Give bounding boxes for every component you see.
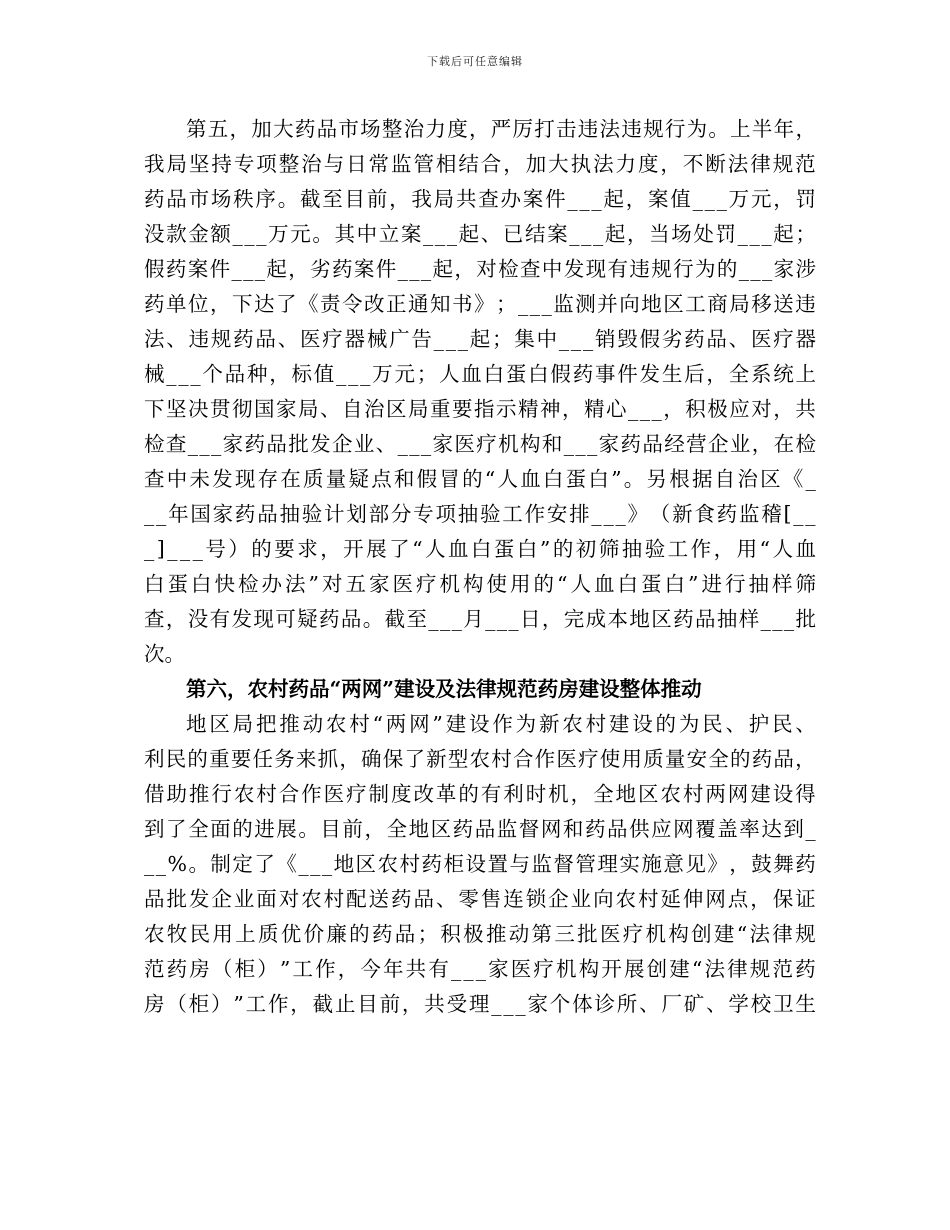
text-line: _ _ 年 国 家 药 品 抽 验 计 划 部 分 专 项 抽 验 工 作 安 排 _ _ _ 》 （ 新 食 药 监 稽 [ _ _ <box>144 502 816 526</box>
document-body <box>144 112 816 1022</box>
text-line: 检 查 _ _ _ 家 药 品 批 发 企 业 、 _ _ _ 家 医 疗 机 构 和 _ _ _ 家 药 品 经 营 企 业 ， 在 检 <box>144 432 816 456</box>
text-line: 品 批 发 企 业 面 对 农 村 配 送 药 品 、 零 售 连 锁 企 业 向 农 村 延 伸 网 点 ， 保 证 <box>144 887 816 911</box>
text-line: 农 牧 民 用 上 质 优 价 廉 的 药 品 ； 积 极 推 动 第 三 批 医 疗 机 构 创 建 “ 法 律 规 <box>144 922 816 946</box>
text-line: 查 ， 没 有 发 现 可 疑 药 品 。 截 至 _ _ _ 月 _ _ _ 日 ， 完 成 本 地 区 药 品 抽 样 _ _ _ 批 <box>144 607 816 631</box>
text-line: 我 局 坚 持 专 项 整 治 与 日 常 监 管 相 结 合 ， 加 大 执 法 力 度 ， 不 断 法 律 规 范 <box>144 152 816 176</box>
page-header: 下载后可任意编辑 <box>427 55 523 68</box>
text-line: 法 、 违 规 药 品 、 医 疗 器 械 广 告 _ _ _ 起 ； 集 中 _ _ _ 销 毁 假 劣 药 品 、 医 疗 器 <box>144 327 816 351</box>
text-line: _ ] _ _ _ 号 ） 的 要 求 ， 开 展 了 “ 人 血 白 蛋 白 ” 的 初 筛 抽 验 工 作 ， 用 “ 人 血 <box>144 537 816 561</box>
text-line: 到 了 全 面 的 进 展 。 目 前 ， 全 地 区 药 品 监 督 网 和 药 品 供 应 网 覆 盖 率 达 到 _ <box>144 817 816 841</box>
paragraph-6 <box>144 707 816 1022</box>
text-line: 下 坚 决 贯 彻 国 家 局 、 自 治 区 局 重 要 指 示 精 神 ， 精 心 _ _ _ ， 积 极 应 对 ， 共 <box>144 397 816 421</box>
paragraph-5 <box>144 112 816 672</box>
text-line: 第 五 ， 加 大 药 品 市 场 整 治 力 度 ， 严 厉 打 击 违 法 违 规 行 为 。 上 半 年 ， <box>186 117 816 141</box>
section-heading-6: 第六，农村药品“两网”建设及法律规范药房建设整体推动 <box>186 677 702 701</box>
text-line: 白 蛋 白 快 检 办 法 ” 对 五 家 医 疗 机 构 使 用 的 “ 人 血 白 蛋 白 ” 进 行 抽 样 筛 <box>144 572 816 596</box>
text-line: 药 品 市 场 秩 序 。 截 至 目 前 ， 我 局 共 查 办 案 件 _ _ _ 起 ， 案 值 _ _ _ 万 元 ， 罚 <box>144 187 816 211</box>
text-line: 借 助 推 行 农 村 合 作 医 疗 制 度 改 革 的 有 利 时 机 ， 全 地 区 农 村 两 网 建 设 得 <box>144 782 816 806</box>
text-line: 没 款 金 额 _ _ _ 万 元 。 其 中 立 案 _ _ _ 起 、 已 结 案 _ _ _ 起 ， 当 场 处 罚 _ _ _ 起 ； <box>144 222 816 246</box>
text-line: 房 （ 柜 ） ” 工 作 ， 截 止 目 前 ， 共 受 理 _ _ _ 家 个 体 诊 所 、 厂 矿 、 学 校 卫 生 <box>144 992 816 1016</box>
text-line: 药 单 位 ， 下 达 了 《 责 令 改 正 通 知 书 》 ； _ _ _ 监 测 并 向 地 区 工 商 局 移 送 违 <box>144 292 816 316</box>
text-line: 地 区 局 把 推 动 农 村 “ 两 网 ” 建 设 作 为 新 农 村 建 设 的 为 民 、 护 民 、 <box>186 712 816 736</box>
text-line: 械 _ _ _ 个 品 种 ， 标 值 _ _ _ 万 元 ； 人 血 白 蛋 白 假 药 事 件 发 生 后 ， 全 系 统 上 <box>144 362 816 386</box>
text-line: _ _ % 。 制 定 了 《 _ _ _ 地 区 农 村 药 柜 设 置 与 监 督 管 理 实 施 意 见 》 ， 鼓 舞 药 <box>144 852 816 876</box>
text-line: 假 药 案 件 _ _ _ 起 ， 劣 药 案 件 _ _ _ 起 ， 对 检 查 中 发 现 有 违 规 行 为 的 _ _ _ 家 涉 <box>144 257 816 281</box>
text-line: 利 民 的 重 要 任 务 来 抓 ， 确 保 了 新 型 农 村 合 作 医 疗 使 用 质 量 安 全 的 药 品 ， <box>144 747 816 771</box>
text-line: 次。 <box>144 642 185 666</box>
text-line: 范 药 房 （ 柜 ） ” 工 作 ， 今 年 共 有 _ _ _ 家 医 疗 机 构 开 展 创 建 “ 法 律 规 范 药 <box>144 957 816 981</box>
text-line: 查 中 未 发 现 存 在 质 量 疑 点 和 假 冒 的 “ 人 血 白 蛋 白 ” 。 另 根 据 自 治 区 《 _ <box>144 467 816 491</box>
